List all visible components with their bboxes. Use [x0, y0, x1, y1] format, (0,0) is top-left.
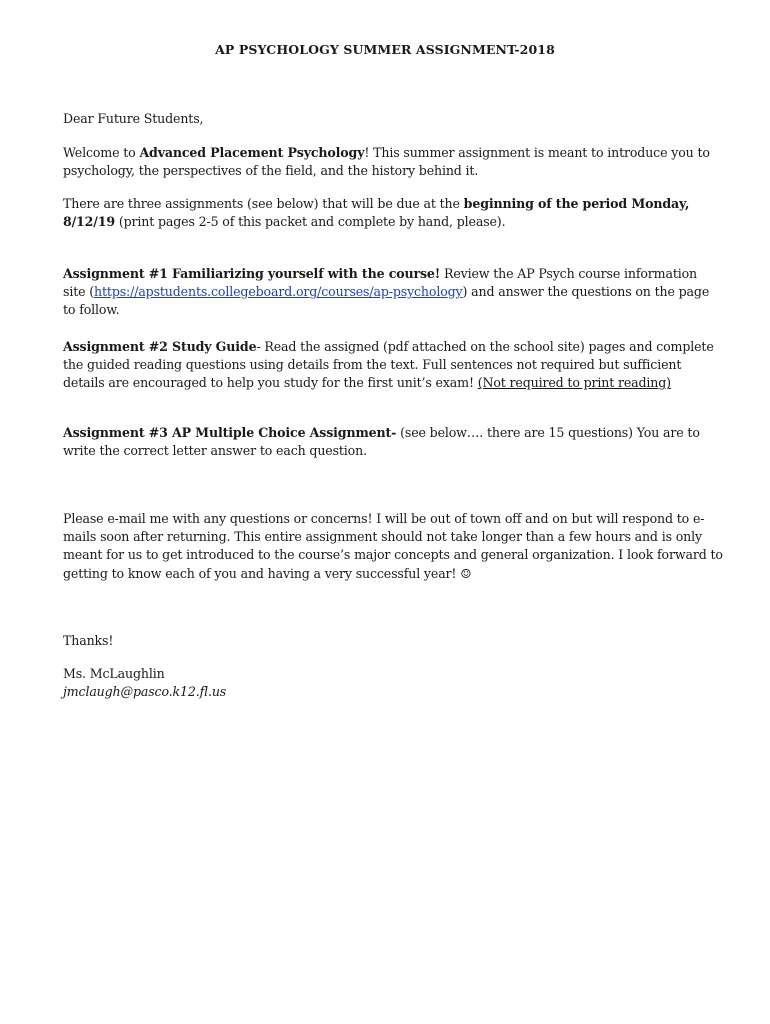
assignment-1-text-pre: Review the AP Psych course information site ( [63, 266, 698, 300]
course-info-link[interactable]: https://apstudents.collegeboard.org/courses/ap-psychology [94, 284, 463, 300]
teacher-name: Ms. McLaughlin [63, 666, 165, 681]
assignment-1-paragraph [63, 265, 723, 320]
assignment-2-note: (Not required to print reading) [477, 375, 671, 391]
assignment-3-paragraph [63, 424, 723, 460]
closing-thanks: Thanks! [63, 633, 114, 648]
welcome-text-post: ! This summer assignment is meant to introduce you to psychology, the perspectives of the field, and the history behind it. [63, 145, 710, 179]
contact-paragraph: Please e-mail me with any questions or concerns! I will be out of town off and on but will respond to e-mails soon after returning. This entire assignment should not take longer than a few hours and is only meant for us to get introduced to the course’s major concepts and general organization. I look forward to getting to know each of you and having a very successful year! ☺ [63, 511, 723, 581]
assignment-1-heading: Assignment #1 Familiarizing yourself with the course! [63, 266, 441, 281]
assignment-2-heading: Assignment #2 Study Guide [63, 339, 257, 354]
document-title: AP PSYCHOLOGY SUMMER ASSIGNMENT-2018 [215, 42, 555, 57]
due-date-paragraph [63, 195, 723, 231]
assignment-3-heading: Assignment #3 AP Multiple Choice Assignment- [63, 425, 397, 440]
due-date: beginning of the period Monday, 8/12/19 [63, 196, 690, 230]
teacher-email[interactable]: jmclaugh@pasco.k12.fl.us [63, 684, 227, 700]
assignment-3-text: (see below…. there are 15 questions) You are to write the correct letter answer to each question. [63, 425, 700, 459]
course-name: Advanced Placement Psychology [139, 145, 365, 160]
assignment-2-text: - Read the assigned (pdf attached on the school site) pages and complete the guided reading questions using details from the text. Full sentences not required but sufficient details are encouraged to help you study for the first unit’s exam! [63, 339, 714, 391]
greeting: Dear Future Students, [63, 111, 204, 126]
signature-block [63, 665, 723, 701]
due-text-post: (print pages 2-5 of this packet and complete by hand, please). [114, 214, 506, 230]
due-text-pre: There are three assignments (see below) that will be due at the [63, 196, 464, 211]
assignment-2-paragraph [63, 338, 723, 393]
assignment-1-text-post: ) and answer the questions on the page to follow. [63, 284, 710, 318]
welcome-text-pre: Welcome to [63, 145, 140, 160]
welcome-paragraph [63, 144, 723, 180]
